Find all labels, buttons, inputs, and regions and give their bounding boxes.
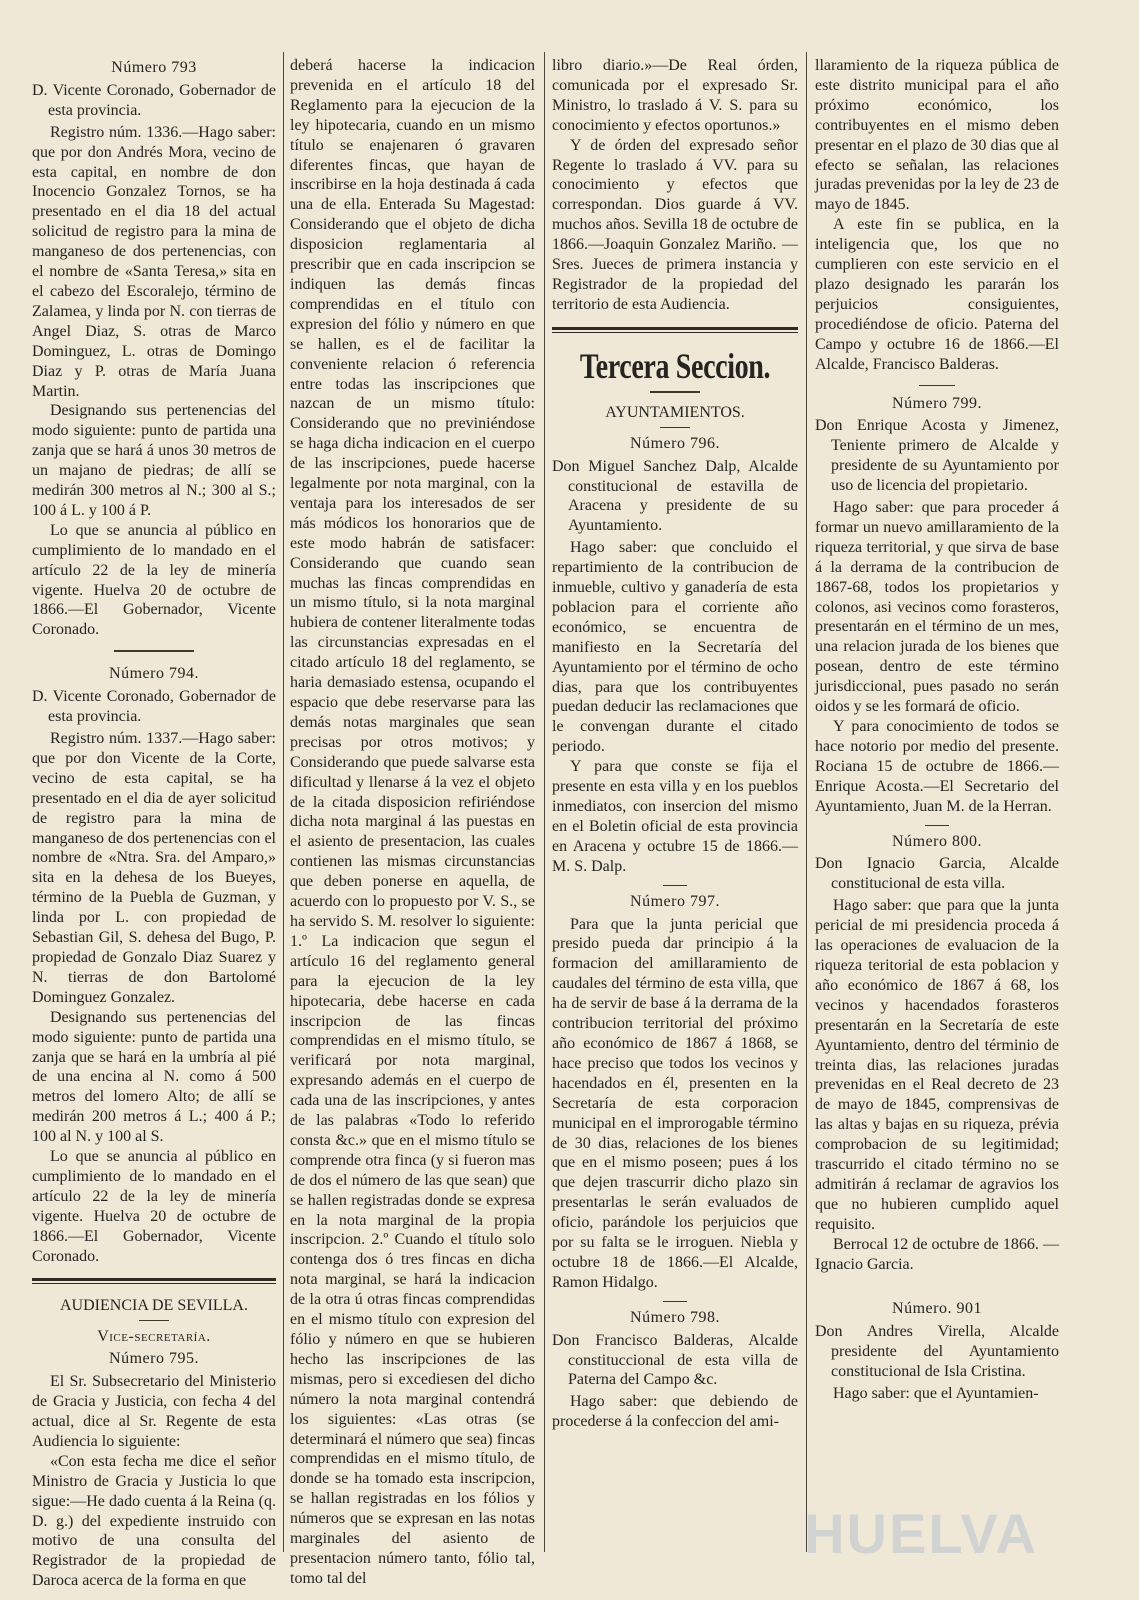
notice-798-header: Don Francisco Balderas, Alcalde constituccional de esta villa de Paterna del Campo &c. <box>552 1331 798 1389</box>
notice-795-title: Número 795. <box>109 1350 199 1368</box>
section-rule <box>552 327 798 330</box>
notice-800-body: Hago saber: que para que la junta pericial de mi presidencia proceda á las operaciones de evaluacion de la riqueza teritorial de esta poblacion y año económico de 1867 á 68, los vecinos y hacendados forasteros presentarán en la Secretaría de este Ayuntamiento, dentro del términio de treinta dias, las relaciones juradas prevenidas en el Real decreto de 23 de mayo de 1845, comprensivas de las altas y bajas en su riqueza, prévia comprobacion de su legitimidad; trascurrido el citado término no se admitirán á reclamar de agravios los que no hubieren cumplido aquel requisito. <box>815 897 1059 1233</box>
notice-795-body: «Con esta fecha me dice el señor Ministro de Gracia y Justicia lo que sigue:—He dado cuenta á la Reina (q. D. g.) del expediente instruido con motivo de una consulta del Registrador de la propiedad de Daroca acerca de la forma en que <box>32 1452 276 1590</box>
notice-793-title: Número 793 <box>111 59 197 76</box>
column-4 <box>815 56 1059 1404</box>
notice-796-title: Número 796. <box>630 434 720 452</box>
library-seal-watermark <box>738 1440 1058 1580</box>
separator <box>139 1320 169 1321</box>
separator <box>663 1301 687 1302</box>
notice-794-header: D. Vicente Coronado, Gobernador de esta provincia. <box>32 688 276 726</box>
notice-794-title: Número 794. <box>109 665 199 683</box>
notice-798-continuation: llaramiento de la riqueza pública de este distrito municipal para el año próximo económico, los contribuyentes en el mismo deben presentar en el plazo de 30 dias que al efecto se señalan, las relaciones juradas prevenidas por la ley de 23 de mayo de 1845. <box>815 57 1059 214</box>
notice-798-body: A este fin se publica, en la inteligencia que, los que no cumplieren con este servicio en el plazo designado les pararán los perjuicios consiguientes, procediéndose de oficio. Paterna del Campo y octubre 16 de 1866.—El Alcalde, Francisco Balderas. <box>815 216 1059 373</box>
notice-795-continuation: libro diario.»—De Real órden, comunicada por el expresado Sr. Ministro, lo traslado á V. S. para su conocimiento y efectos oportunos.» <box>552 57 798 134</box>
column-3 <box>552 56 798 1432</box>
notice-797-title: Número 797. <box>630 892 720 910</box>
column-rule-1 <box>283 52 284 1552</box>
notice-798-body: Hago saber: que debiendo de procederse á la confeccion del ami- <box>552 1393 798 1431</box>
section-rule <box>32 1283 276 1284</box>
column-1 <box>32 56 276 1591</box>
notice-799-header: Don Enrique Acosta y Jimenez, Teniente primero de Alcalde y presidente de su Ayuntamiento por uso de licencia del propietario. <box>815 417 1059 495</box>
separator <box>660 427 690 428</box>
notice-799-body: Hago saber: que para proceder á formar un nuevo amillaramiento de la riqueza territorial, y que sirva de base á la derrama de la contribucion de 1867-68, todos los propietarios y colonos, asi vecinos como forasteros, presentarán en el término de un mes, una relacion jurada de los bienes que posean, dentro de este término jurisdiccional, pues pasado no serán oidos y se les formará de oficio. <box>815 499 1059 716</box>
notice-794-body: Registro núm. 1337.—Hago saber: que por don Vicente de la Corte, vecino de esta capital, se ha presentado en el dia de ayer solicitud de registro para la mina de manganeso de dos pertenencias con el nombre de «Ntra. Sra. del Amparo,» sita en la dehesa de los Bueyes, término de la Puebla de Guzman, y linda por L. con propiedad de Sebastian Gil, S. dehesa del Bugo, P. propiedad de Gonzalo Diaz Suarez y N. tierras de don Bartolomé Dominguez Gonzalez. <box>32 730 276 1006</box>
notice-796-body: Y para que conste se fija el presente en esta villa y en los pueblos inmediatos, con insercion del mismo en el Boletin oficial de esta provincia en Aracena y octubre 15 de 1866.—M. S. Dalp. <box>552 758 798 875</box>
spacer <box>937 1286 938 1287</box>
notice-901-title: Número. 901 <box>892 1300 982 1318</box>
notice-796-body: Hago saber: que concluido el repartimiento de la contribucion de inmueble, cultivo y ganadería de esta poblacion para el corriente año económico, se encuentra de manifiesto en la Secretaría del Ayuntamiento por el término de ocho dias, para que los contribuyentes puedan deducir las reclamaciones que le convengan durante el citado periodo. <box>552 539 798 756</box>
notice-800-header: Don Ignacio Garcia, Alcalde constitucional de esta villa. <box>815 855 1059 893</box>
notice-793-body: Registro núm. 1336.—Hago saber: que por don Andrés Mora, vecino de esta capital, en nombre de don Inocencio Gonzalez Tornos, se ha presentado en el dia 18 del actual solicitud de registro para la mina de manganeso de dos pertenencias, con el nombre de «Santa Teresa,» sita en el cabezo del Escoralejo, término de Zalamea, y linda por N. con tierras de Angel Diaz, S. otras de Marco Dominguez, L. otras de Domingo Diaz y P. otras de María Juana Martin. <box>32 123 276 400</box>
notice-793-body: Lo que se anuncia al público en cumplimiento de lo mandado en el artículo 22 de la ley de minería vigente. Huelva 20 de octubre de 1866.—El Gobernador, Vicente Coronado. <box>32 521 276 639</box>
watermark-text: HUELVA <box>804 1502 1038 1565</box>
notice-793-body: Designando sus pertenencias del modo siguiente: punto de partida una zanja que se hará á unos 30 metros de un majano de piedras; de allí se medirán 300 metros al N.; 300 al S.; 100 á L. y 100 á P. <box>32 402 276 519</box>
notice-901-header: Don Andres Virella, Alcalde presidente del Ayuntamiento constitucional de Isla Cristina. <box>815 1323 1059 1381</box>
section-rule <box>32 1278 276 1281</box>
column-2 <box>290 56 535 1589</box>
notice-795-body: El Sr. Subsecretario del Ministerio de Gracia y Justicia, con fecha 4 del actual, dice al Sr. Regente de esta Audiencia lo siguiente: <box>32 1373 276 1450</box>
notice-797-body: Para que la junta pericial que presido pueda dar principio á la formacion del amillaramiento de caudales del término de esta villa, que ha de servir de base á la derrama de la contribucion territorial del próximo año económico de 1867 á 1868, se hace preciso que todos los vecinos y hacendados en él, presenten en la Secretaría de esta corporacion municipal en el improrogable término de 30 dias, relaciones de los bienes que en el mismo poseen; pues á los que dejen trascurrir dicho plazo sin presentarlas le serán evaluados de oficio, parándole los perjuicios que por su falta se le irroguen. Niebla y octubre 18 de 1866.—El Alcalde, Ramon Hidalgo. <box>552 915 798 1291</box>
notice-795-continuation: deberá hacerse la indicacion prevenida en el artículo 18 del Reglamento para la ejecucion de la ley hipotecaria, cuando en un mismo título se enajenaren ó gravaren diferentes fincas, que hayan de inscribirse en la hoja destinada á cada una de ella. Enterada Su Magestad: Considerando que el objeto de dicha disposicion reglamentaria al prescribir que en cada inscripcion se indiquen las demás fincas comprendidas en el título con expresion del fólio y número en que se hallen, es el de facilitar la conveniente relacion ó referencia entre todas las inscripciones que nazcan de un mismo título: Considerando que no previniéndose se haga dicha indicacion en el cuerpo de las inscripciones, puede hacerse legalmente por nota marginal, con la ventaja para los interesados de ser más módicos los honorarios que de este modo habrán de satisfacer: Considerando que cuando sean muchas las fincas comprendidas en un mismo título, si la nota marginal hubiera de contener literalmente todas las circunstancias expresadas en el citado artículo 18 del reglamento, se haria demasiado estensa, ocupando el espacio que debe reservarse para las demás notas marginales que sean precisas por otros motivos; y Considerando que puede salvarse esta dificultad y llenarse á la vez el objeto de la citada disposicion refiriéndose dicha nota marginal á las puestas en el asiento de presentacion, las cuales contienen las mismas circunstancias que deben ponerse en aquella, de acuerdo con lo propuesto por V. S., se ha servido S. M. resolver lo siguiente: 1.º La indicacion que segun el artículo 16 del reglamento general para la ejecucion de la ley hipotecaria, debe hacerse en cada inscripcion de las fincas comprendidas en el mismo título, se verificará por nota marginal, expresando además en el cuerpo de cada una de las inscripciones, y antes de las palabras «Todo lo referido consta &c.» que en el mismo título se comprende otra finca (y si fueron mas de dos el número de las que sean) que se hallen registradas donde se expresa en la nota marginal de la propia inscripcion. 2.º Cuando el título solo contenga dos ó tres fincas en dicha nota marginal, se hará la indicacion de la otra ú otras fincas comprendidas en el mismo título con expresion del fólio y número en que se hubieren hecho las inscripciones de las mismas, pero si excediesen del dicho número la nota marginal contendrá los siguientes: «Las otras (se determinará el número que sea) fincas comprendidas en el mismo título, de donde se ha tomado esta inscripcion, se hallan registradas en los fólios y números que se expresan en las notas marginales del asiento de presentacion número tanto, fólio tal, tomo tal del <box>290 57 535 1587</box>
notice-799-title: Número 799. <box>892 394 982 412</box>
notice-800-body: Berrocal 12 de octubre de 1866. —Ignacio Garcia. <box>815 1235 1059 1273</box>
section-rule <box>552 332 798 333</box>
notice-798-title: Número 798. <box>630 1308 720 1326</box>
notice-796-header: Don Miguel Sanchez Dalp, Alcalde constitucional de estavilla de Aracena y presidente de su Ayuntamiento. <box>552 457 798 535</box>
notice-800-title: Número 800. <box>892 832 982 850</box>
notice-795-closing: Y de órden del expresado señor Regente lo traslado á VV. para su conocimiento y efectos que correspondan. Dios guarde á VV. muchos años. Sevilla 18 de octubre de 1866.—Joaquin Gonzalez Mariño. —Sres. Jueces de primera instancia y Registrador de la propiedad del territorio de esta Audiencia. <box>552 136 798 313</box>
separator <box>663 885 687 886</box>
separator <box>114 650 194 652</box>
separator <box>919 385 955 386</box>
vice-secretaria-heading: Vice-secretaría. <box>97 1328 211 1346</box>
notice-794-body: Designando sus pertenencias del modo siguiente: punto de partida una zanja que se hará en la umbría al pié de una encina al N. como á 500 metros del lomero Alto; de allí se medirán 200 metros á L.; 400 á P.; 100 al N. y 100 al S. <box>32 1008 276 1146</box>
notice-793-header: D. Vicente Coronado, Gobernador de esta provincia. <box>32 81 276 119</box>
separator <box>650 391 700 393</box>
notice-799-body: Y para conocimiento de todos se hace notorio por medio del presente. Rociana 15 de octubre de 1866.—Enrique Acosta.—El Secretario del Ayuntamiento, Juan M. de la Herran. <box>815 718 1059 815</box>
notice-794-body: Lo que se anuncia al público en cumplimiento de lo mandado en el artículo 22 de la ley de minería vigente. Huelva 20 de octubre de 1866.—El Gobernador, Vicente Coronado. <box>32 1148 276 1265</box>
column-rule-3 <box>806 52 807 1552</box>
section-title: Tercera Seccion. <box>579 345 771 386</box>
ayuntamientos-heading: AYUNTAMIENTOS. <box>605 403 745 421</box>
notice-901-body: Hago saber: que el Ayuntamien- <box>833 1385 1039 1403</box>
column-rule-2 <box>544 52 545 1552</box>
audiencia-heading: AUDIENCIA DE SEVILLA. <box>60 1297 248 1315</box>
separator <box>925 825 949 826</box>
